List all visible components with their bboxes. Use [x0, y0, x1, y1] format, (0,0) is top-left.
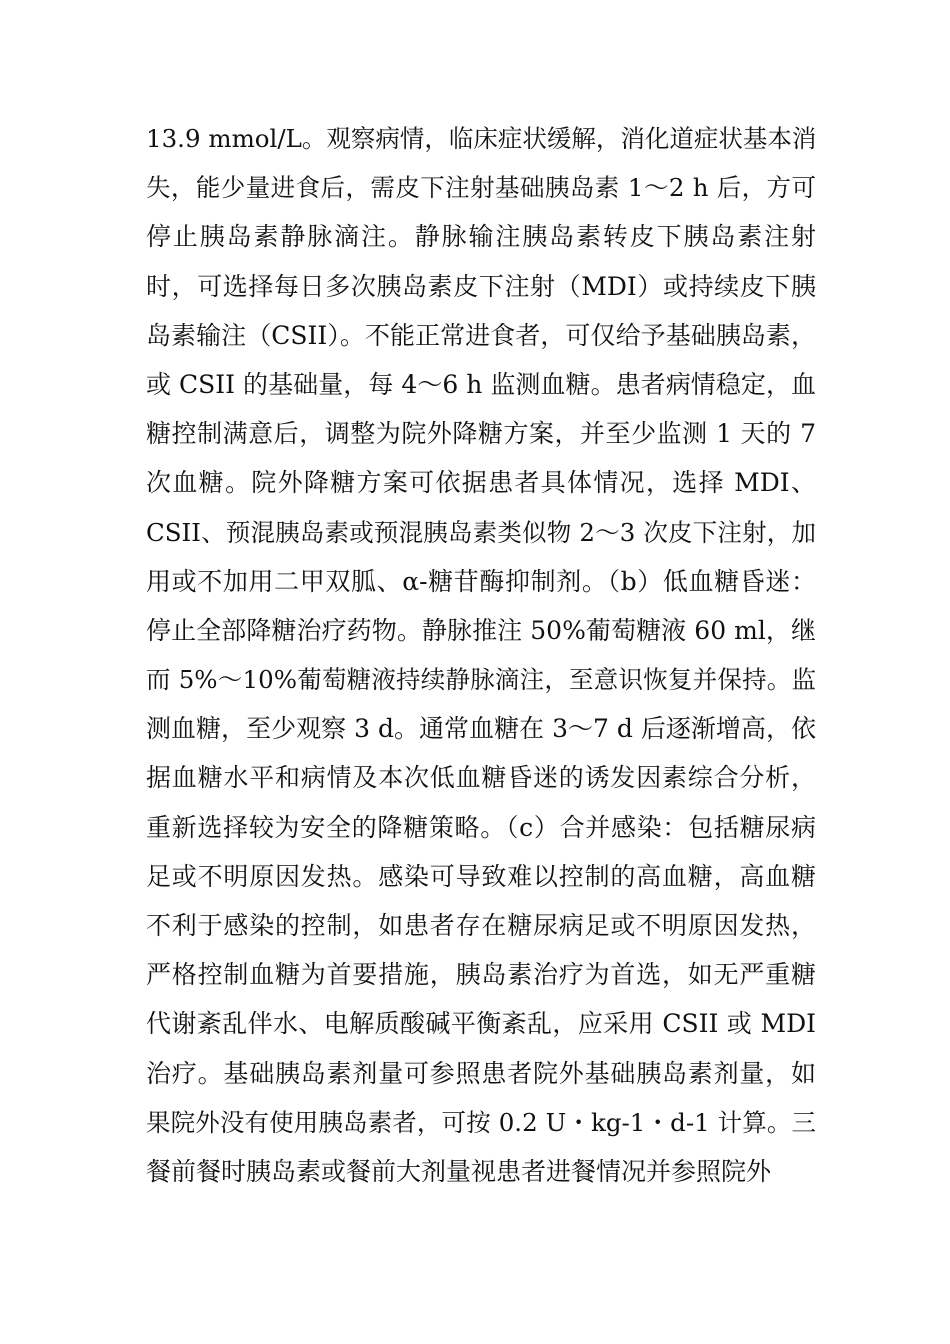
text-line: 治疗。基础胰岛素剂量可参照患者院外基础胰岛素剂量，如	[146, 1058, 816, 1088]
text-line: 时，可选择每日多次胰岛素皮下注射（MDI）或持续皮下胰	[146, 271, 816, 301]
text-line: 或 CSII 的基础量，每 4～6 h 监测血糖。患者病情稳定，血	[146, 369, 816, 399]
text-line: 测血糖，至少观察 3 d。通常血糖在 3～7 d 后逐渐增高，依	[146, 714, 816, 744]
text-line: 餐前餐时胰岛素或餐前大剂量视患者进餐情况并参照院外	[146, 1156, 772, 1186]
text-line: 而 5%～10%葡萄糖液持续静脉滴注，至意识恢复并保持。监	[146, 665, 816, 695]
text-line: 次血糖。院外降糖方案可依据患者具体情况，选择 MDI、	[146, 468, 816, 498]
text-line: 果院外没有使用胰岛素者，可按 0.2 U・kg-1・d-1 计算。三	[146, 1107, 816, 1137]
text-line: 失，能少量进食后，需皮下注射基础胰岛素 1～2 h 后，方可	[146, 173, 816, 203]
body-text	[146, 114, 816, 1196]
text-line: 用或不加用二甲双胍、α-糖苷酶抑制剂。（b）低血糖昏迷：	[146, 566, 816, 596]
text-line: CSII、预混胰岛素或预混胰岛素类似物 2～3 次皮下注射，加	[146, 517, 816, 547]
text-line: 停止胰岛素静脉滴注。静脉输注胰岛素转皮下胰岛素注射	[146, 222, 816, 252]
text-line: 足或不明原因发热。感染可导致难以控制的高血糖，高血糖	[146, 861, 816, 891]
text-line: 不利于感染的控制，如患者存在糖尿病足或不明原因发热，	[146, 911, 816, 940]
text-line: 代谢紊乱伴水、电解质酸碱平衡紊乱，应采用 CSII 或 MDI	[146, 1009, 816, 1039]
text-line: 13.9 mmol/L。观察病情，临床症状缓解，消化道症状基本消	[146, 124, 817, 153]
text-line: 重新选择较为安全的降糖策略。（c）合并感染：包括糖尿病	[146, 812, 816, 842]
text-line: 据血糖水平和病情及本次低血糖昏迷的诱发因素综合分析，	[146, 763, 816, 793]
text-line: 岛素输注（CSII）。不能正常进食者，可仅给予基础胰岛素，	[146, 320, 816, 350]
text-line: 糖控制满意后，调整为院外降糖方案，并至少监测 1 天的 7	[146, 419, 816, 449]
text-line: 严格控制血糖为首要措施，胰岛素治疗为首选，如无严重糖	[146, 960, 816, 990]
text-line: 停止全部降糖治疗药物。静脉推注 50%葡萄糖液 60 ml，继	[146, 615, 816, 645]
